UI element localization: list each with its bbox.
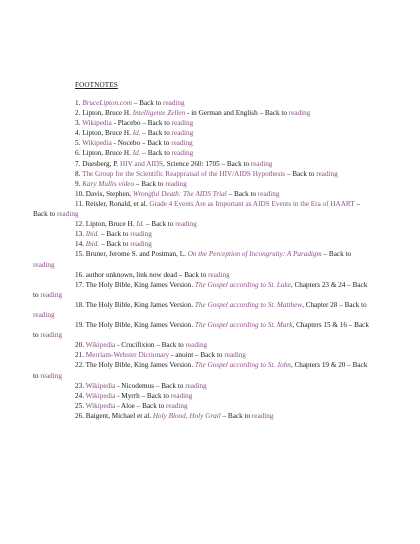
back-to-label: Back to — [151, 220, 176, 229]
back-to-reading-link[interactable]: reading — [185, 381, 207, 390]
source-link[interactable]: Holy Blood, Holy Grail — [152, 411, 221, 420]
back-to-label: Back to — [33, 280, 368, 299]
footnote-text: Davis, Stephen, — [85, 189, 133, 198]
back-to-label: Back to — [233, 189, 258, 198]
back-to-label: Back to — [227, 411, 252, 420]
footnote-text: – — [285, 169, 293, 178]
back-to-reading-link[interactable]: reading — [257, 189, 280, 198]
footnote-text: – — [354, 199, 360, 208]
footnote-text: – — [140, 149, 148, 158]
source-link[interactable]: Id. — [136, 220, 145, 229]
footnote-text: - Aloe – — [115, 401, 143, 410]
source-link[interactable]: Intelligente Zellen — [132, 109, 186, 118]
source-link[interactable]: Id. — [132, 129, 141, 138]
back-to-reading-link[interactable]: reading — [250, 159, 273, 168]
footnote-text: – — [99, 230, 107, 239]
footnote-item — [33, 179, 373, 189]
back-to-reading-link[interactable]: reading — [185, 341, 208, 350]
footnote-item — [33, 249, 373, 269]
footnote-item — [33, 411, 373, 421]
source-link[interactable]: The Gospel according to St. Mark — [194, 321, 293, 330]
footnote-number: 5. — [75, 139, 83, 148]
footnote-text: Lipton, Bruce H. — [82, 149, 133, 158]
footnote-text: author unknown, link now dead – — [85, 270, 185, 279]
footnote-number: 20. — [75, 341, 86, 350]
back-to-label: Back to — [146, 391, 171, 400]
back-to-reading-link[interactable]: reading — [171, 139, 193, 148]
footnote-number: 21. — [75, 351, 86, 360]
back-to-label: Back to — [264, 109, 289, 118]
back-to-reading-link[interactable]: reading — [288, 109, 311, 118]
footnote-text: The Holy Bible, King James Version. — [85, 300, 195, 309]
source-link[interactable]: Wikipedia — [82, 119, 112, 128]
footnote-item — [33, 98, 373, 108]
footnote-text: Lipton, Bruce H. — [82, 109, 133, 118]
footnotes-list — [33, 98, 373, 421]
footnote-text: - in German and English – — [185, 109, 265, 118]
back-to-reading-link[interactable]: reading — [33, 260, 55, 269]
footnote-text: - Nocebo – — [111, 139, 148, 148]
footnote-number: 19. — [75, 321, 86, 330]
footnote-item — [33, 360, 373, 380]
footnote-text: – — [140, 129, 148, 138]
footnote-number: 16. — [75, 270, 86, 279]
back-to-reading-link[interactable]: reading — [40, 331, 62, 340]
back-to-label: Back to — [184, 270, 209, 279]
footnote-text: – — [134, 179, 142, 188]
footnote-item — [33, 169, 373, 179]
footnote-text: - Placebo – — [111, 119, 148, 128]
footnote-text: – — [321, 250, 329, 259]
footnote-item — [33, 199, 373, 219]
footnote-item — [33, 320, 373, 340]
back-to-label: Back to — [139, 99, 164, 107]
source-link[interactable]: HIV and AIDS — [120, 159, 163, 168]
source-link[interactable]: Ibid. — [85, 230, 100, 239]
footnote-number: 9. — [75, 179, 83, 188]
source-link[interactable]: Wikipedia — [85, 391, 116, 400]
back-to-reading-link[interactable]: reading — [40, 371, 62, 380]
footnote-text: Lipton, Bruce H. — [85, 220, 137, 229]
footnote-number: 7. — [75, 159, 83, 168]
source-link[interactable]: Id. — [132, 149, 141, 158]
footnote-number: 24. — [75, 391, 86, 400]
back-to-reading-link[interactable]: reading — [171, 119, 194, 128]
footnote-text: Duesberg, P. — [82, 159, 120, 168]
footnote-number: 13. — [75, 230, 86, 239]
back-to-label: Back to — [161, 341, 186, 350]
source-link[interactable]: Kary Mullis video — [82, 179, 135, 188]
footnote-item — [33, 350, 373, 360]
footnote-text: , Chapter 28 – — [302, 300, 345, 309]
footnote-text: The Holy Bible, King James Version. — [85, 361, 195, 370]
footnote-number: 11. — [75, 199, 86, 208]
footnote-item — [33, 128, 373, 138]
back-to-label: Back to — [147, 149, 172, 158]
footnote-text: Lipton, Bruce H. — [82, 129, 133, 138]
back-to-reading-link[interactable]: reading — [166, 401, 188, 410]
back-to-reading-link[interactable]: reading — [171, 129, 194, 138]
back-to-reading-link[interactable]: reading — [251, 411, 274, 420]
footnote-item — [33, 229, 373, 239]
footnote-text: – — [131, 99, 140, 107]
back-to-reading-link[interactable]: reading — [170, 391, 193, 400]
footnote-number: 3. — [75, 119, 83, 128]
back-to-label: Back to — [33, 361, 368, 380]
footnote-number: 2. — [75, 109, 83, 118]
footnote-item — [33, 280, 373, 300]
footnote-number: 17. — [75, 280, 86, 289]
source-link[interactable]: The Gospel according to St. John — [194, 361, 291, 370]
back-to-reading-link[interactable]: reading — [208, 270, 230, 279]
footnote-item — [33, 239, 373, 249]
footnote-item — [33, 270, 373, 280]
footnote-number: 15. — [75, 250, 86, 259]
back-to-label: Back to — [147, 119, 172, 128]
footnote-item — [33, 219, 373, 229]
footnote-text: - Crucifixion – — [115, 341, 162, 350]
back-to-label: Back to — [147, 129, 172, 138]
back-to-label: Back to — [328, 250, 352, 259]
footnote-number: 22. — [75, 361, 86, 370]
footnote-text: - Nicodemus – — [115, 381, 162, 390]
footnote-item — [33, 118, 373, 128]
footnote-text: , Chapters 23 & 24 – — [290, 280, 353, 289]
source-link[interactable]: The Group for the Scientific Reappraisal of the HIV/AIDS Hypothesis — [82, 169, 286, 178]
source-link[interactable]: On the Perception of Incongruity: A Paradigm — [187, 250, 322, 259]
back-to-label: Back to — [33, 321, 369, 340]
back-to-label: Back to — [226, 159, 251, 168]
back-to-reading-link[interactable]: reading — [56, 210, 79, 219]
source-link[interactable]: Wikipedia — [82, 139, 112, 148]
back-to-label: Back to — [161, 381, 186, 390]
footnote-text: Bruner, Jerome S. and Postman, L. — [85, 250, 188, 259]
footnote-text: – — [144, 220, 152, 229]
source-link[interactable]: Ibid. — [85, 240, 100, 249]
footnote-text: - anoint – — [169, 351, 201, 360]
back-to-label: Back to — [141, 179, 166, 188]
back-to-reading-link[interactable]: reading — [224, 351, 246, 360]
footnote-item — [33, 340, 373, 350]
back-to-reading-link[interactable]: reading — [163, 99, 185, 107]
back-to-reading-link[interactable]: reading — [316, 169, 338, 178]
back-to-reading-link[interactable]: reading — [130, 240, 152, 249]
footnote-item — [33, 159, 373, 169]
footnote-text: , Chapters 19 & 20 – — [290, 361, 353, 370]
back-to-label: Back to — [106, 230, 131, 239]
back-to-label: Back to — [33, 210, 57, 219]
footnote-text: – — [99, 240, 107, 249]
footnote-item — [33, 391, 373, 401]
footnote-text: Baigent, Michael et al. — [85, 411, 153, 420]
footnote-text: , Chapters 15 & 16 – — [292, 321, 355, 330]
footnote-number: 18. — [75, 300, 86, 309]
footnote-item — [33, 138, 373, 148]
footnote-item — [33, 401, 373, 411]
source-link[interactable]: Merriam-Webster Dictionary — [85, 351, 170, 360]
footnote-text: – — [226, 189, 234, 198]
footnote-text: - Myrrh – — [115, 391, 147, 400]
footnote-number: 23. — [75, 381, 86, 390]
back-to-label: Back to — [106, 240, 131, 249]
footnote-number: 6. — [75, 149, 83, 158]
footnote-number: 4. — [75, 129, 83, 138]
footnote-item — [33, 300, 373, 320]
back-to-reading-link[interactable]: reading — [40, 290, 62, 299]
footnote-number: 25. — [75, 401, 86, 410]
footnote-item — [33, 148, 373, 158]
back-to-reading-link[interactable]: reading — [33, 310, 55, 319]
back-to-reading-link[interactable]: reading — [165, 179, 187, 188]
source-link[interactable]: Wrongful Death: The AIDS Trial — [132, 189, 227, 198]
footnote-text: , Science 260: 1705 – — [163, 159, 227, 168]
source-link[interactable]: Wikipedia — [85, 381, 116, 390]
footnote-text: Reisler, Ronald, et al. — [85, 199, 150, 208]
footnote-number: 10. — [75, 189, 86, 198]
source-link[interactable]: Grade 4 Events Are as Important as AIDS Events in the Era of HAART — [149, 199, 355, 208]
footnote-number: 1. — [75, 99, 83, 107]
footnote-item — [33, 189, 373, 199]
footnote-item — [33, 108, 373, 118]
source-link[interactable]: Wikipedia — [85, 401, 116, 410]
back-to-label: Back to — [292, 169, 317, 178]
back-to-reading-link[interactable]: reading — [171, 149, 194, 158]
source-link[interactable]: The Gospel according to St. Luke — [194, 280, 291, 289]
footnote-number: 8. — [75, 169, 83, 178]
footnote-text: The Holy Bible, King James Version. — [85, 321, 195, 330]
back-to-label: Back to — [142, 401, 167, 410]
footnote-item — [33, 381, 373, 391]
back-to-label: Back to — [147, 139, 172, 148]
back-to-label: Back to — [200, 351, 225, 360]
footnote-text: The Holy Bible, King James Version. — [85, 280, 195, 289]
footnote-number: 14. — [75, 240, 86, 249]
back-to-reading-link[interactable]: reading — [130, 230, 152, 239]
back-to-reading-link[interactable]: reading — [175, 220, 197, 229]
source-link[interactable]: Wikipedia — [85, 341, 116, 350]
footnote-number: 12. — [75, 220, 86, 229]
footnotes-heading: FOOTNOTES — [75, 81, 118, 89]
source-link[interactable]: The Gospel according to St. Matthew — [194, 300, 303, 309]
back-to-label: Back to — [344, 300, 367, 309]
footnote-number: 26. — [75, 411, 86, 420]
footnote-text: – — [220, 411, 228, 420]
source-link[interactable]: BruceLipton.com — [82, 99, 132, 107]
